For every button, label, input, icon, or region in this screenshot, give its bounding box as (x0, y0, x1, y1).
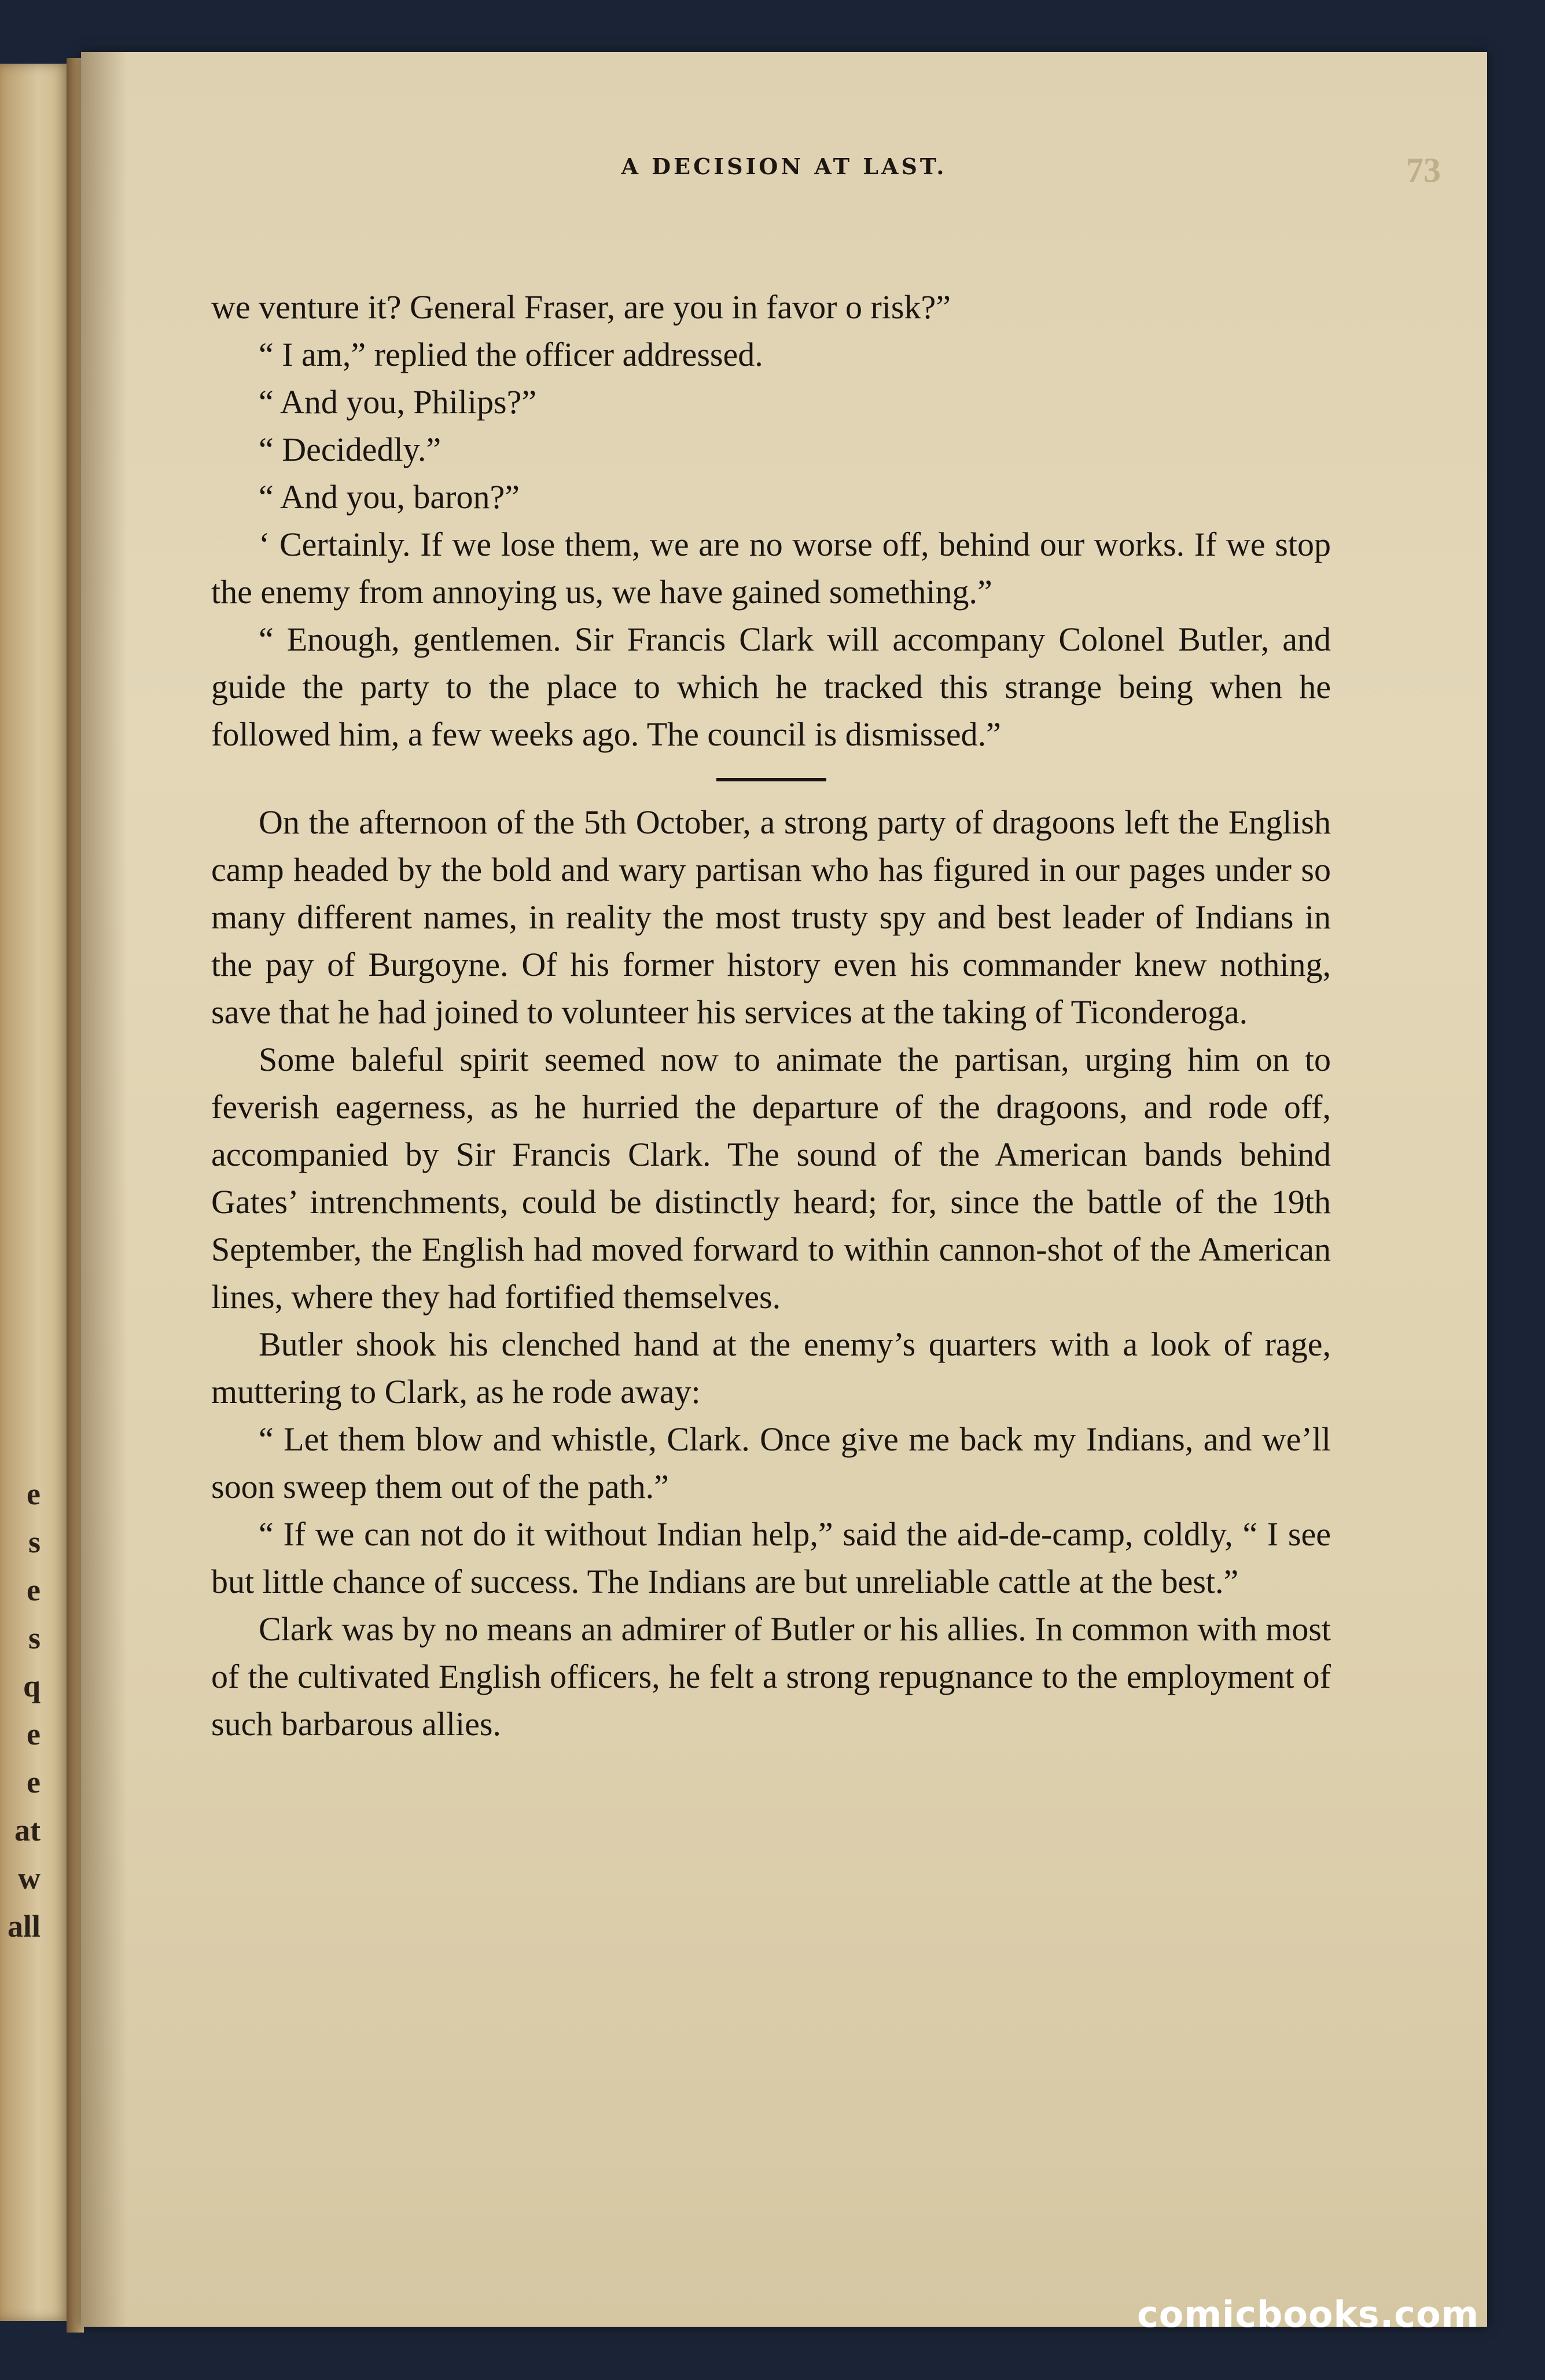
left-fragment: e (27, 1477, 41, 1511)
body-text (211, 284, 1331, 1748)
paragraph: “ Decidedly.” (259, 431, 442, 468)
paragraph: “ If we can not do it without Indian help,” said the aid-de-camp, coldly, “ I see but little chance of success. The Indians are but unreliable cattle at the best.” (211, 1515, 1331, 1600)
left-facing-page (0, 64, 69, 2321)
section-divider (716, 778, 826, 781)
paragraph: On the afternoon of the 5th October, a strong party of dragoons left the English camp headed by the bold and wary partisan who has figured in our pages under so many different names, in reality the most trusty spy and best leader of Indians in the pay of Burgoyne. Of his former history even his commander knew nothing, save that he had joined to volunteer his services at the taking of Ticonderoga. (211, 803, 1331, 1031)
left-fragment: e (27, 1573, 41, 1607)
left-fragment: s (28, 1621, 41, 1655)
paragraph: Clark was by no means an admirer of Butler or his allies. In common with most of the cultivated English officers, he felt a strong repugnance to the employment of such barbarous allies. (211, 1610, 1331, 1743)
left-fragment: q (23, 1669, 41, 1703)
left-fragment: w (18, 1861, 41, 1896)
left-fragment: e (27, 1717, 41, 1751)
paragraph: “ Enough, gentlemen. Sir Francis Clark will accompany Colonel Butler, and guide the party to the place to which he tracked this strange being when he followed him, a few weeks ago. The council is dismissed.” (211, 620, 1331, 753)
left-page-text-fragments (0, 1470, 41, 1951)
page-number: 73 (1406, 151, 1441, 189)
book-page (81, 52, 1487, 2327)
paragraph: ‘ Certainly. If we lose them, we are no worse off, behind our works. If we stop the enemy from annoying us, we have gained something.” (211, 526, 1331, 611)
left-fragment: all (7, 1909, 41, 1944)
paragraph: Some baleful spirit seemed now to animate the partisan, urging him on to feverish eagerness, as he hurried the departure of the dragoons, and rode off, accompanied by Sir Francis Clark. The sound of the American bands behind Gates’ intrenchments, could be distinctly heard; for, since the battle of the 19th September, the English had moved forward to within cannon-shot of the American lines, where they had fortified themselves. (211, 1041, 1331, 1316)
paragraph: “ And you, Philips?” (259, 383, 537, 421)
left-fragment: at (14, 1813, 41, 1848)
left-fragment: e (27, 1765, 41, 1799)
running-head: A DECISION AT LAST. (621, 153, 947, 179)
paragraph: Butler shook his clenched hand at the enemy’s quarters with a look of rage, muttering to Clark, as he rode away: (211, 1325, 1331, 1411)
paragraph: “ And you, baron?” (259, 478, 520, 516)
watermark: comicbooks.com (1137, 2293, 1480, 2335)
paragraph: we venture it? General Fraser, are you in favor o risk?” (211, 288, 951, 326)
paragraph: “ Let them blow and whistle, Clark. Once give me back my Indians, and we’ll soon sweep them out of the path.” (211, 1420, 1331, 1505)
paragraph: “ I am,” replied the officer addressed. (259, 336, 763, 373)
left-fragment: s (28, 1525, 41, 1559)
gutter-shadow (81, 52, 127, 2327)
